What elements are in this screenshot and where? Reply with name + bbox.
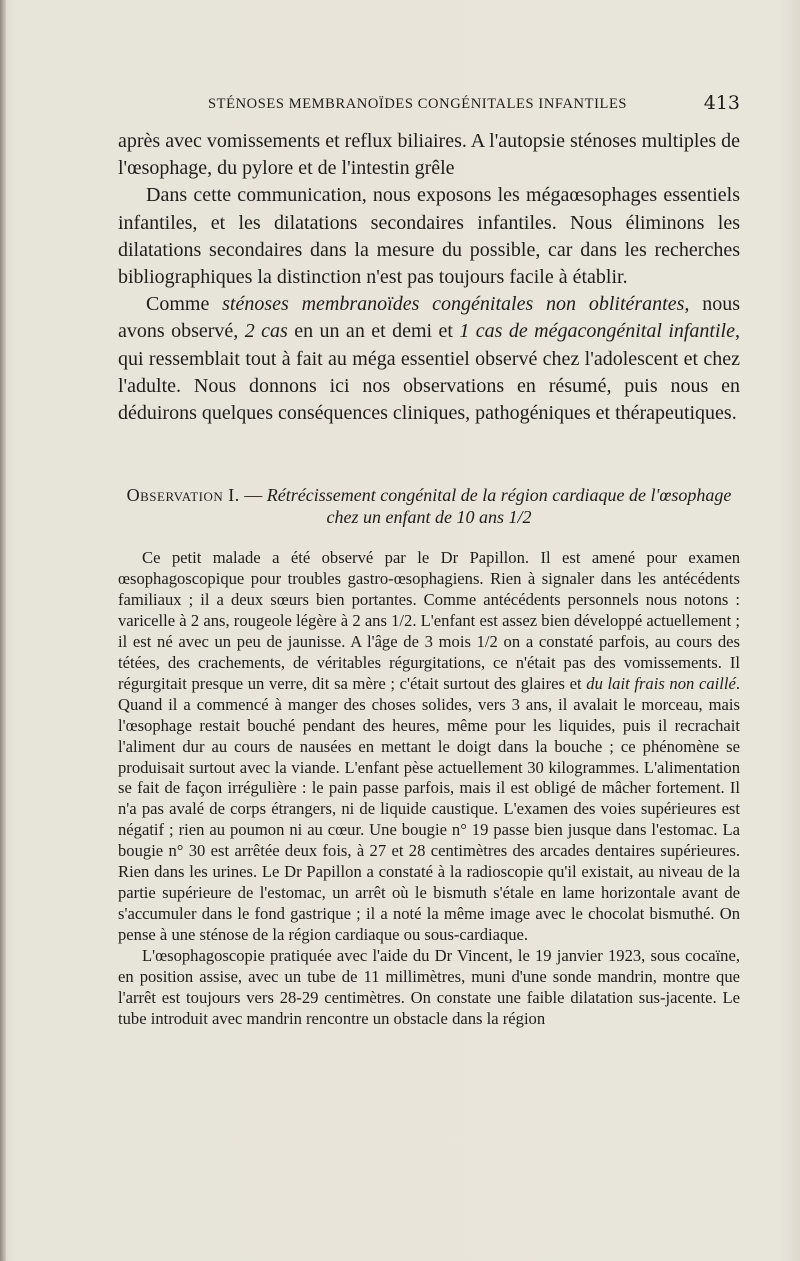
running-title: STÉNOSES MEMBRANOÏDES CONGÉNITALES INFANTILES — [208, 96, 628, 112]
intro-p3-emphasis-1: sténoses membranoïdes congénitales non oblitérantes — [222, 293, 685, 316]
observation-p1-text-b: . Quand il a commencé à manger des choses solides, vers 3 ans, il avalait le morceau, mais l'œsophage restait bouché pendant des heures, même pour les liquides, puis il recrachait l'aliment dur au cours de nausées en mettant le doigt dans la bouche ; ce phénomène se produisait surtout avec la viande. L'enfant pèse actuellement 30 kilogrammes. L'alimentation se fait de façon irrégulière : le pain passe parfois, mais il est obligé de mâcher fortement. Il n'a pas avalé de corps étrangers, ni de liquide caustique. L'examen des voies supérieures est négatif ; rien au poumon ni au cœur. Une bougie n° 19 passe bien jusque dans l'estomac. La bougie n° 30 est arrêtée deux fois, à 27 et 28 centimètres des arcades dentaires supérieures. Rien dans les urines. Le Dr Papillon a constaté à la radioscopie qu'il existait, au niveau de la partie supérieure de l'estomac, un arrêt où le bismuth s'étale en lame horizontale avant de s'accumuler dans le fond gastrique ; il a noté la même image avec le chocolat bismuthé. On pense à une sténose de la région cardiaque ou sous-cardiaque. — [118, 673, 741, 945]
intro-p3-text-c: en un an et demi et — [287, 320, 460, 343]
intro-p3-emphasis-2: 2 cas — [244, 320, 288, 343]
intro-text — [118, 128, 740, 427]
observation-title: Rétrécissement congénital de la région cardiaque de l'œsophage chez un enfant de 10 ans 1/2 — [266, 485, 732, 527]
intro-p3-text-b: , nous avons observé, — [118, 293, 740, 343]
observation-dash: — — [239, 485, 267, 505]
page-number: 413 — [703, 92, 740, 114]
observation-paragraph-1 — [118, 548, 740, 946]
intro-p3-text-d: , qui ressemblait tout à fait au méga essentiel observé chez l'adolescent et chez l'adulte. Nous donnons ici nos observations en résumé, puis nous en déduirons quelques conséquences cliniques, pathogéniques et thérapeutiques. — [118, 320, 740, 425]
observation-p1-emphasis: du lait frais non caillé — [586, 673, 736, 693]
observation-p1-text-a: Ce petit malade a été observé par le Dr Papillon. Il est amené pour examen œsophagoscopique pour troubles gastro-œsophagiens. Rien à signaler dans les antécédents familiaux ; il a deux sœurs bien portantes. Comme antécédents personnels nous notons : varicelle à 2 ans, rougeole légère à 2 ans 1/2. L'enfant est assez bien développé actuellement ; il est né avec un peu de jaunisse. A l'âge de 3 mois 1/2 on a constaté parfois, au cours des tétées, des crachements, de véritables régurgitations, ce n'était pas des vomissements. Il régurgitait presque un verre, dit sa mère ; c'était surtout des glaires et — [118, 548, 740, 693]
intro-paragraph-3 — [118, 291, 740, 427]
observation-text — [118, 548, 740, 1030]
intro-paragraph-1: après avec vomissements et reflux biliaires. A l'autopsie sténoses multiples de l'œsophage, du pylore et de l'intestin grêle — [118, 130, 740, 180]
intro-p3-text-a: Comme — [146, 293, 223, 316]
observation-label: Observation I. — [126, 485, 240, 505]
intro-paragraph-2: Dans cette communication, nous exposons les mégaœsophages essentiels infantiles, et les dilatations secondaires infantiles. Nous éliminons les dilatations secondaires dans la mesure du possible, car dans les recherches bibliographiques la distinction n'est pas toujours facile à établir. — [118, 184, 740, 289]
page-binding-edge — [0, 0, 6, 1261]
page-header — [118, 92, 740, 118]
observation-paragraph-2: L'œsophagoscopie pratiquée avec l'aide du Dr Vincent, le 19 janvier 1923, sous cocaïne, en position assise, avec un tube de 11 millimètres, muni d'une sonde mandrin, montre que l'arrêt est toujours vers 28-29 centimètres. On constate une faible dilatation sus-jacente. Le tube introduit avec mandrin rencontre un obstacle dans la région — [118, 946, 740, 1028]
observation-heading — [118, 484, 740, 528]
intro-p3-emphasis-3: 1 cas de mégacongénital infantile — [459, 320, 735, 343]
